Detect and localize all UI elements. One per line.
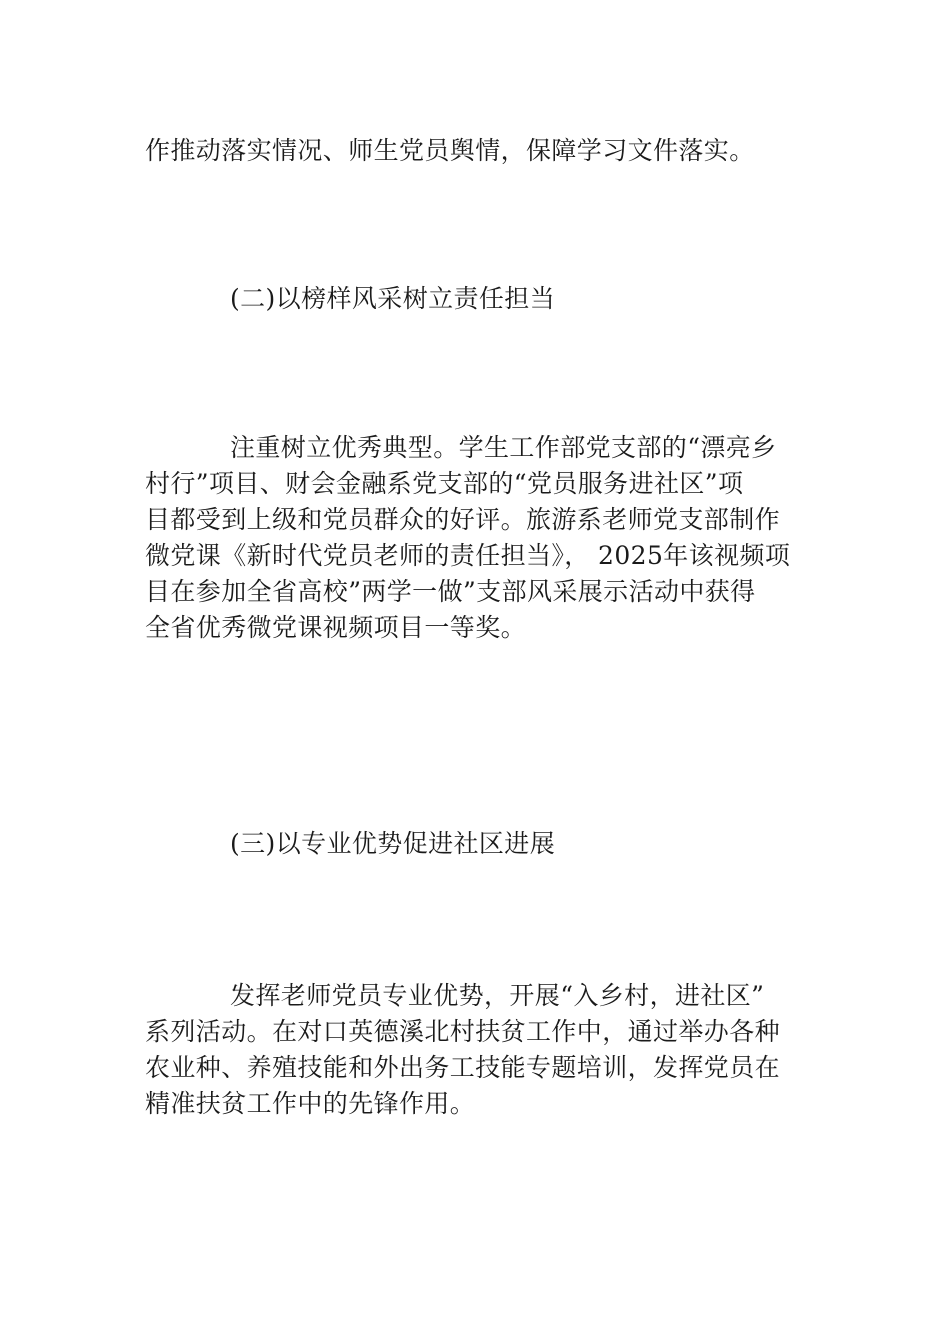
- paragraph-line: 农业种、养殖技能和外出务工技能专题培训，发挥党员在: [145, 1053, 781, 1082]
- paragraph-line: 全省优秀微党课视频项目一等奖。: [145, 613, 527, 642]
- paragraph-line: 注重树立优秀典型。学生工作部党支部的“漂亮乡: [230, 433, 777, 462]
- paragraph-line: 微党课《新时代党员老师的责任担当》， 2025年该视频项: [145, 541, 791, 570]
- continuation-paragraph: 作推动落实情况、师生党员舆情，保障学习文件落实。: [145, 136, 755, 165]
- section-heading-2: (二)以榜样风采树立责任担当: [230, 284, 556, 313]
- section-heading-3: (三)以专业优势促进社区进展: [230, 829, 556, 858]
- paragraph-line: 发挥老师党员专业优势，开展“入乡村，进社区”: [230, 981, 765, 1010]
- paragraph-line: 系列活动。在对口英德溪北村扶贫工作中，通过举办各种: [145, 1017, 781, 1046]
- paragraph-line: 村行”项目、财会金融系党支部的“党员服务进社区”项: [145, 469, 744, 498]
- paragraph-line: 目在参加全省高校”两学一做”支部风采展示活动中获得: [145, 577, 756, 606]
- paragraph-line: 精准扶贫工作中的先锋作用。: [145, 1089, 476, 1118]
- paragraph-line: 目都受到上级和党员群众的好评。旅游系老师党支部制作: [145, 505, 781, 534]
